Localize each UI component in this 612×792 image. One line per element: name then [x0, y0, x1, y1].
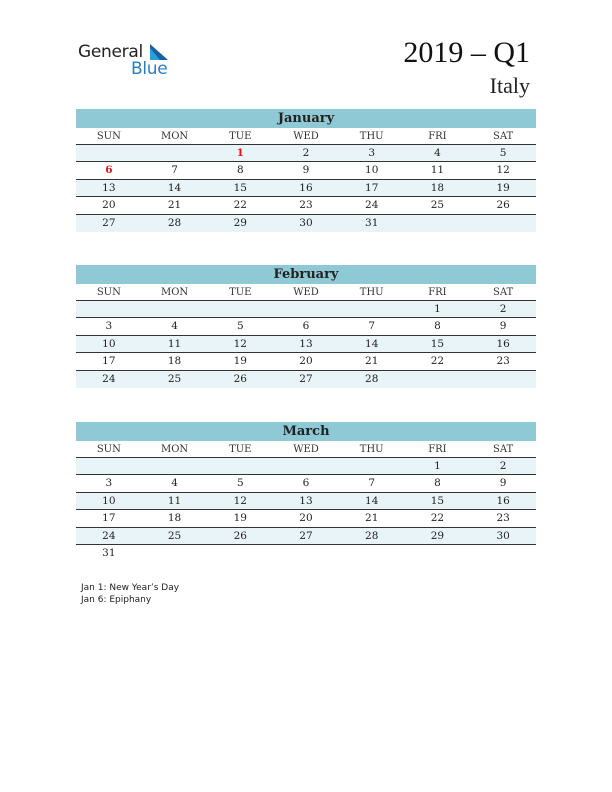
month-february: [76, 265, 536, 388]
day-cell: 18: [142, 353, 208, 370]
day-cell: 7: [339, 318, 405, 335]
day-cell: 5: [207, 475, 273, 492]
day-cell: 22: [405, 353, 471, 370]
logo-blue-text: Blue: [131, 59, 168, 79]
day-cell: [470, 215, 536, 232]
day-cell: 24: [76, 371, 142, 388]
day-cell: 11: [142, 336, 208, 353]
day-cell: [339, 458, 405, 475]
country-label: Italy: [489, 73, 530, 98]
weekday-header: MON: [142, 441, 208, 458]
month-title: March: [76, 422, 536, 441]
day-cell: 3: [76, 318, 142, 335]
day-cell: 20: [273, 353, 339, 370]
day-cell: 22: [207, 197, 273, 214]
day-cell: 13: [273, 493, 339, 510]
day-cell: 15: [207, 180, 273, 197]
day-cell: [339, 545, 405, 562]
day-cell: 12: [207, 336, 273, 353]
month-january: [76, 109, 536, 232]
day-cell: 25: [142, 528, 208, 545]
day-cell: 19: [207, 510, 273, 527]
calendar-grid: [76, 284, 536, 388]
weekday-header: MON: [142, 284, 208, 301]
day-cell: 23: [273, 197, 339, 214]
day-cell: [142, 545, 208, 562]
day-cell: 17: [339, 180, 405, 197]
day-cell: 17: [76, 353, 142, 370]
page-title: 2019 – Q1: [403, 36, 530, 69]
day-cell: 30: [273, 215, 339, 232]
day-cell: 28: [339, 371, 405, 388]
day-cell: 31: [339, 215, 405, 232]
day-cell: [470, 371, 536, 388]
day-cell: 7: [339, 475, 405, 492]
logo-general-text: General: [78, 42, 143, 62]
weekday-header: SAT: [470, 128, 536, 145]
day-cell: 16: [273, 180, 339, 197]
day-cell: 16: [470, 336, 536, 353]
day-cell: [207, 301, 273, 318]
day-cell: [273, 545, 339, 562]
day-cell: 5: [470, 145, 536, 162]
day-cell: 21: [142, 197, 208, 214]
weekday-header: THU: [339, 441, 405, 458]
day-cell: 25: [142, 371, 208, 388]
day-cell: 27: [273, 528, 339, 545]
day-cell: 26: [207, 528, 273, 545]
day-cell: 4: [142, 475, 208, 492]
month-title: January: [76, 109, 536, 128]
weekday-header: SAT: [470, 441, 536, 458]
day-cell: 2: [470, 458, 536, 475]
day-cell: 14: [142, 180, 208, 197]
day-cell: [76, 301, 142, 318]
day-cell: 2: [273, 145, 339, 162]
day-cell: 18: [405, 180, 471, 197]
weekday-header: FRI: [405, 128, 471, 145]
day-cell: 11: [142, 493, 208, 510]
day-cell: 27: [76, 215, 142, 232]
day-cell: 28: [339, 528, 405, 545]
day-cell: 8: [405, 318, 471, 335]
weekday-header: TUE: [207, 128, 273, 145]
weekday-header: TUE: [207, 284, 273, 301]
day-cell: 8: [405, 475, 471, 492]
day-cell: 24: [76, 528, 142, 545]
day-cell: 28: [142, 215, 208, 232]
day-cell: 19: [470, 180, 536, 197]
weekday-header: WED: [273, 128, 339, 145]
weekday-header: TUE: [207, 441, 273, 458]
day-cell: 12: [470, 162, 536, 179]
day-cell: 20: [273, 510, 339, 527]
day-cell: 16: [470, 493, 536, 510]
day-cell: 13: [76, 180, 142, 197]
day-cell: 9: [273, 162, 339, 179]
day-cell: 23: [470, 510, 536, 527]
day-cell: 14: [339, 493, 405, 510]
calendar-grid: [76, 441, 536, 562]
weekday-header: FRI: [405, 441, 471, 458]
day-cell: [142, 301, 208, 318]
calendar-grid: [76, 128, 536, 232]
day-cell: 10: [76, 493, 142, 510]
day-cell: 3: [339, 145, 405, 162]
day-cell: 20: [76, 197, 142, 214]
day-cell: 10: [339, 162, 405, 179]
day-cell: [207, 458, 273, 475]
day-cell: 21: [339, 353, 405, 370]
weekday-header: SAT: [470, 284, 536, 301]
day-cell: [405, 371, 471, 388]
day-cell: 1: [207, 145, 273, 162]
day-cell: 31: [102, 546, 116, 559]
day-cell: [405, 545, 471, 562]
day-cell: [207, 545, 273, 562]
month-march: [76, 422, 536, 562]
day-cell: 6: [76, 162, 142, 179]
day-cell: 26: [207, 371, 273, 388]
weekday-header: WED: [273, 441, 339, 458]
day-cell: 22: [405, 510, 471, 527]
day-cell: 30: [470, 528, 536, 545]
day-cell: [76, 458, 142, 475]
day-cell: 6: [273, 475, 339, 492]
weekday-header: MON: [142, 128, 208, 145]
weekday-header: THU: [339, 128, 405, 145]
weekday-header: WED: [273, 284, 339, 301]
day-cell: 14: [339, 336, 405, 353]
weekday-header: FRI: [405, 284, 471, 301]
day-cell: [273, 458, 339, 475]
day-cell: [470, 545, 536, 562]
day-cell: 27: [273, 371, 339, 388]
holiday-note: Jan 1: New Year’s Day: [81, 583, 180, 593]
day-cell: 29: [207, 215, 273, 232]
day-cell: [273, 301, 339, 318]
day-cell: 4: [142, 318, 208, 335]
day-cell: 12: [207, 493, 273, 510]
day-cell: 2: [470, 301, 536, 318]
weekday-header: SUN: [76, 284, 142, 301]
holiday-notes: [81, 583, 179, 607]
day-cell: [76, 145, 142, 162]
day-cell: 15: [405, 336, 471, 353]
weekday-header: SUN: [76, 441, 142, 458]
day-cell: 29: [405, 528, 471, 545]
day-cell: [405, 215, 471, 232]
day-cell: 13: [273, 336, 339, 353]
day-cell: 21: [339, 510, 405, 527]
day-cell: 25: [405, 197, 471, 214]
day-cell: 18: [142, 510, 208, 527]
day-cell: 9: [470, 318, 536, 335]
weekday-header: THU: [339, 284, 405, 301]
day-cell: 11: [405, 162, 471, 179]
day-cell: 26: [470, 197, 536, 214]
day-cell: [339, 301, 405, 318]
day-cell: 10: [76, 336, 142, 353]
day-cell: 6: [273, 318, 339, 335]
logo: [78, 42, 178, 82]
weekday-header: SUN: [76, 128, 142, 145]
day-cell: [142, 458, 208, 475]
day-cell: 23: [470, 353, 536, 370]
day-cell: 24: [339, 197, 405, 214]
day-cell: 7: [142, 162, 208, 179]
day-cell: [142, 145, 208, 162]
month-title: February: [76, 265, 536, 284]
day-cell: 3: [76, 475, 142, 492]
day-cell: 19: [207, 353, 273, 370]
day-cell: 9: [470, 475, 536, 492]
day-cell: 1: [405, 301, 471, 318]
day-cell: 4: [405, 145, 471, 162]
holiday-note: Jan 6: Epiphany: [81, 595, 152, 605]
day-cell: 17: [76, 510, 142, 527]
day-cell: 15: [405, 493, 471, 510]
day-cell: 5: [207, 318, 273, 335]
day-cell: 8: [207, 162, 273, 179]
day-cell: 1: [405, 458, 471, 475]
